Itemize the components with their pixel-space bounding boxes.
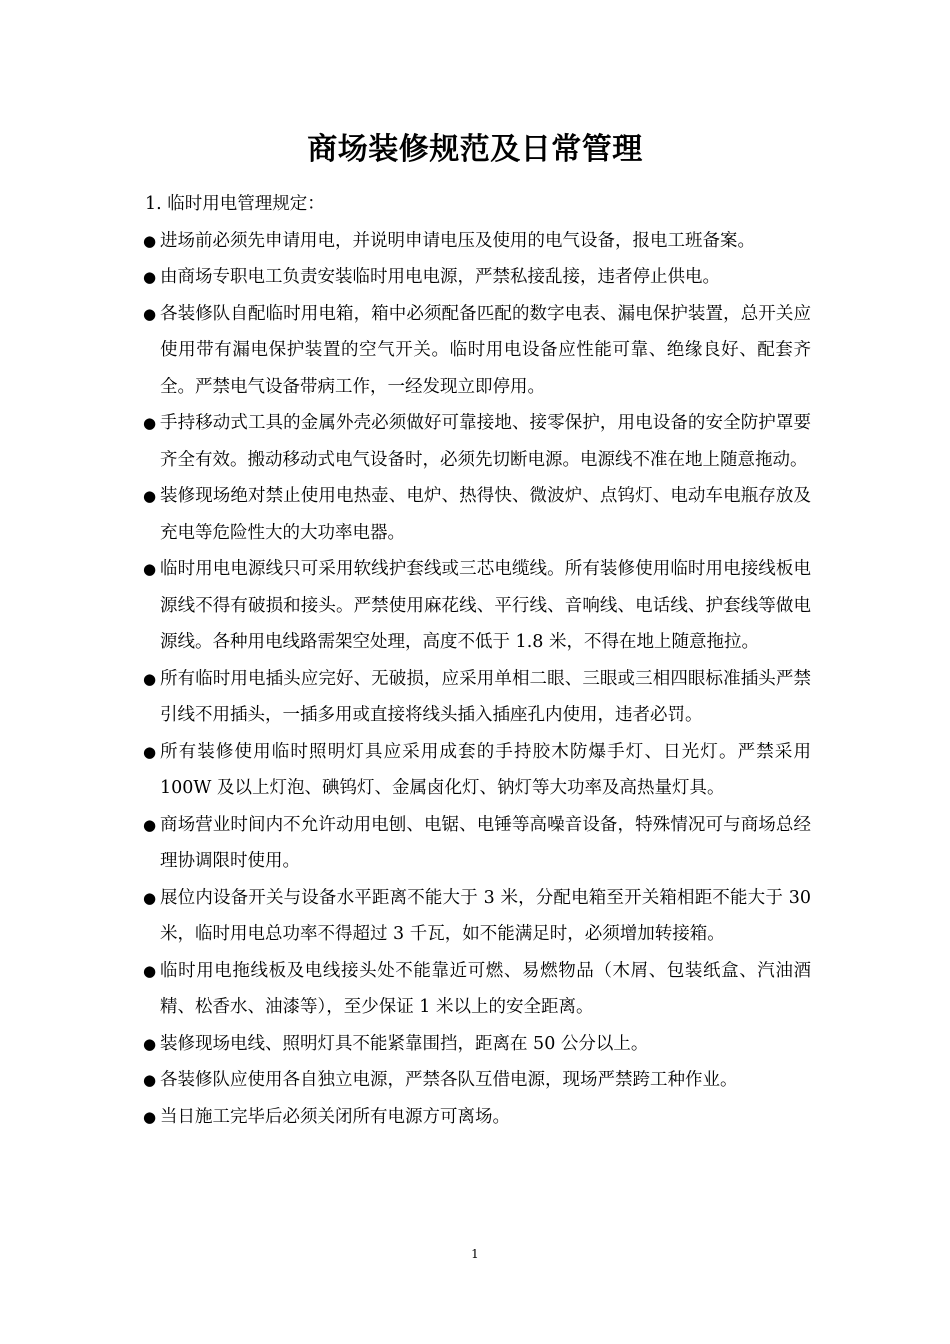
list-item (143, 807, 811, 880)
list-item-text: 各装修队自配临时用电箱，箱中必须配备匹配的数字电表、漏电保护装置，总开关应使用带有漏电保护装置的空气开关。临时用电设备应性能可靠、绝缘良好、配套齐全。严禁电气设备带病工作，一经发现立即停用。 (160, 303, 811, 397)
page-title: 商场装修规范及日常管理 (307, 132, 643, 167)
list-item-text: 展位内设备开关与设备水平距离不能大于 3 米，分配电箱至开关箱相距不能大于 30 米，临时用电总功率不得超过 3 千瓦，如不能满足时，必须增加转接箱。 (160, 887, 811, 944)
rules-list (143, 223, 811, 1136)
list-item (143, 661, 811, 734)
list-item-text: 装修现场电线、照明灯具不能紧靠围挡，距离在 50 公分以上。 (160, 1033, 649, 1054)
bullet-icon: ● (143, 961, 157, 980)
list-item (143, 734, 811, 807)
list-item (143, 1099, 811, 1136)
list-item-text: 商场营业时间内不允许动用电刨、电锯、电锤等高噪音设备，特殊情况可与商场总经理协调限时使用。 (160, 814, 811, 871)
page-number: 1 (471, 1247, 479, 1261)
bullet-icon: ● (143, 1071, 157, 1089)
list-item-text: 所有临时用电插头应完好、无破损，应采用单相二眼、三眼或三相四眼标准插头严禁引线不用插头，一插多用或直接将线头插入插座孔内使用，违者必罚。 (160, 668, 811, 725)
bullet-icon: ● (143, 669, 157, 688)
list-item-text: 装修现场绝对禁止使用电热壶、电炉、热得快、微波炉、点钨灯、电动车电瓶存放及充电等危险性大的大功率电器。 (160, 486, 811, 543)
list-item-text: 所有装修使用临时照明灯具应采用成套的手持胶木防爆手灯、日光灯。严禁采用 100W 及以上灯泡、碘钨灯、金属卤化灯、钠灯等大功率及高热量灯具。 (160, 741, 811, 798)
bullet-icon: ● (143, 414, 157, 432)
bullet-icon: ● (143, 487, 157, 505)
list-item-text: 由商场专职电工负责安装临时用电电源，严禁私接乱接，违者停止供电。 (160, 267, 720, 287)
list-item (143, 953, 811, 1026)
section-heading: 1. 临时用电管理规定： (145, 194, 325, 214)
list-item-text: 当日施工完毕后必须关闭所有电源方可离场。 (160, 1106, 510, 1127)
list-item (143, 405, 811, 478)
bullet-icon: ● (143, 815, 157, 834)
list-item (143, 1026, 811, 1063)
list-item-text: 各装修队应使用各自独立电源，严禁各队互借电源，现场严禁跨工种作业。 (160, 1070, 738, 1090)
list-item (143, 296, 811, 406)
bullet-icon: ● (143, 231, 157, 250)
bullet-icon: ● (143, 304, 157, 323)
list-item-text: 临时用电电源线只可采用软线护套线或三芯电缆线。所有装修使用临时用电接线板电源线不得有破损和接头。严禁使用麻花线、平行线、音响线、电话线、护套线等做电源线。各种用电线路需架空处理，高度不低于 1.8 米，不得在地上随意拖拉。 (160, 559, 811, 652)
list-item (143, 223, 811, 260)
list-item (143, 551, 811, 661)
bullet-icon: ● (143, 268, 157, 286)
list-item (143, 478, 811, 551)
list-item (143, 880, 811, 953)
bullet-icon: ● (143, 560, 157, 578)
list-item-text: 临时用电拖线板及电线接头处不能靠近可燃、易燃物品（木屑、包装纸盒、汽油酒精、松香水、油漆等），至少保证 1 米以上的安全距离。 (160, 960, 811, 1017)
bullet-icon: ● (143, 1034, 157, 1053)
list-item-text: 进场前必须先申请用电，并说明申请电压及使用的电气设备，报电工班备案。 (160, 230, 755, 251)
list-item-text: 手持移动式工具的金属外壳必须做好可靠接地、接零保护，用电设备的安全防护罩要齐全有效。搬动移动式电气设备时，必须先切断电源。电源线不准在地上随意拖动。 (160, 413, 811, 470)
list-item (143, 259, 811, 296)
list-item (143, 1062, 811, 1099)
bullet-icon: ● (143, 742, 157, 761)
bullet-icon: ● (143, 1107, 157, 1126)
document-body (143, 186, 811, 1135)
bullet-icon: ● (143, 888, 157, 907)
